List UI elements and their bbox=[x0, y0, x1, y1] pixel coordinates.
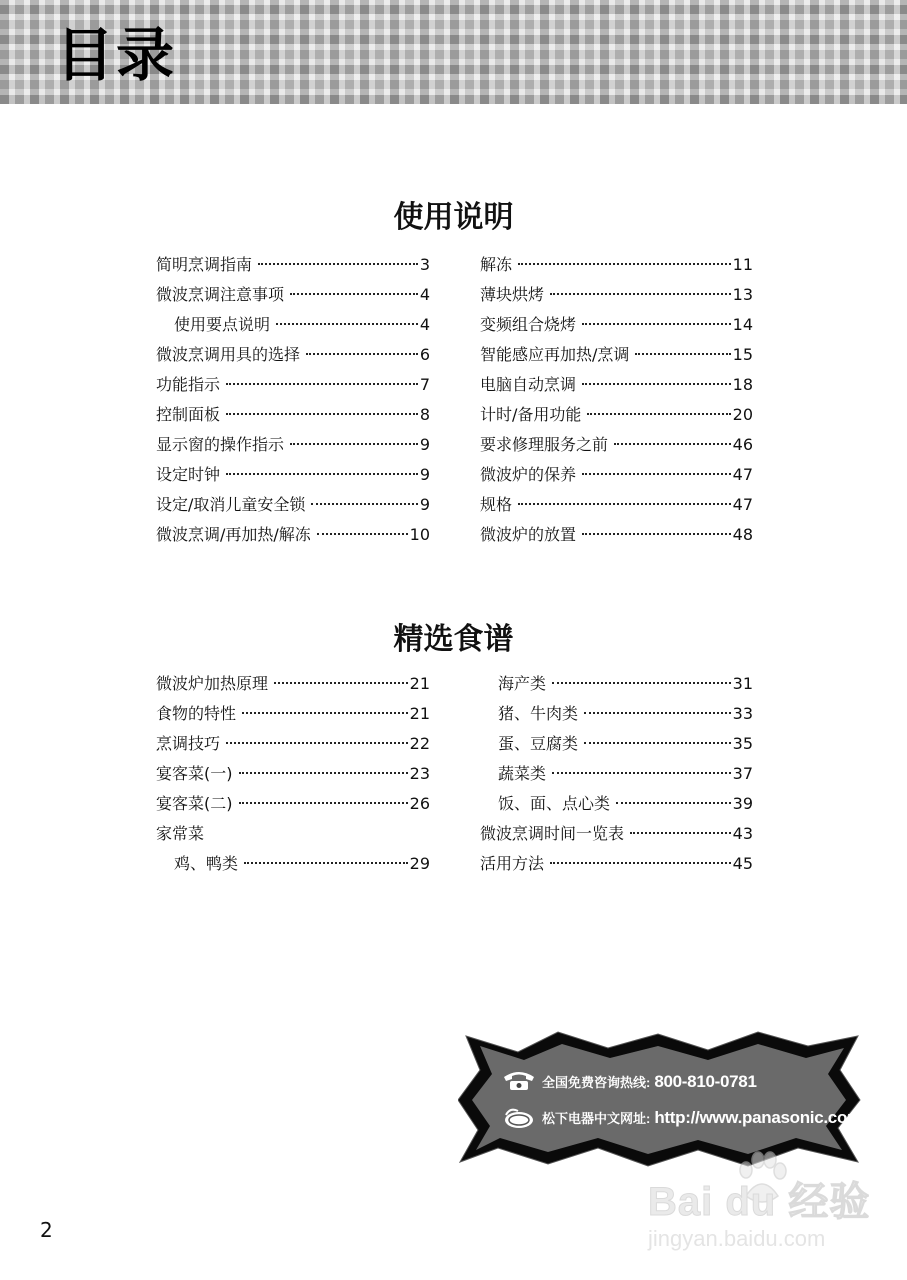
toc-entry-page: 23 bbox=[409, 764, 430, 783]
website-url[interactable]: http://www.panasonic.com.cn bbox=[654, 1108, 886, 1127]
dot-leader bbox=[226, 742, 408, 744]
toc-entry bbox=[156, 340, 430, 370]
toc-entry-title: 显示窗的操作指示 bbox=[156, 435, 285, 454]
toc-entry bbox=[156, 490, 430, 520]
section-title-usage: 使用说明 bbox=[393, 200, 514, 235]
starburst-shape bbox=[458, 1030, 862, 1168]
dot-leader bbox=[226, 383, 418, 385]
dot-leader bbox=[630, 832, 731, 834]
toc-entry-page: 29 bbox=[409, 854, 430, 873]
toc-entry-title: 微波炉的保养 bbox=[480, 465, 577, 484]
toc-entry bbox=[156, 699, 430, 729]
toc-entry-page: 45 bbox=[732, 854, 753, 873]
dot-leader bbox=[552, 772, 731, 774]
toc-entry bbox=[156, 430, 430, 460]
toc-entry-page: 7 bbox=[419, 375, 430, 394]
toc-entry-page: 47 bbox=[732, 465, 753, 484]
toc-entry-title: 蛋、豆腐类 bbox=[498, 734, 579, 753]
toc-entry-title: 宴客菜(二) bbox=[156, 794, 233, 813]
dot-leader bbox=[635, 353, 730, 355]
toc-entry bbox=[480, 849, 753, 879]
toc-entry bbox=[156, 789, 430, 819]
toc-entry-title: 智能感应再加热/烹调 bbox=[480, 345, 630, 364]
toc-entry bbox=[156, 669, 430, 699]
toc-entry bbox=[156, 280, 430, 310]
toc-entry-page: 48 bbox=[732, 525, 753, 544]
toc-entry-title: 要求修理服务之前 bbox=[480, 435, 609, 454]
contact-burst bbox=[458, 1030, 886, 1168]
toc-entry-title: 计时/备用功能 bbox=[480, 405, 582, 424]
toc-entry-title: 家常菜 bbox=[156, 824, 205, 843]
toc-entry-title: 食物的特性 bbox=[156, 704, 237, 723]
dot-leader bbox=[226, 473, 418, 475]
toc-entry bbox=[156, 849, 430, 879]
toc-entry-page: 18 bbox=[732, 375, 753, 394]
dot-leader bbox=[584, 742, 731, 744]
toc-entry bbox=[156, 250, 430, 280]
dot-leader bbox=[518, 503, 731, 505]
toc-entry bbox=[156, 729, 430, 759]
toc-entry-page: 47 bbox=[732, 495, 753, 514]
toc-entry-page: 10 bbox=[409, 525, 430, 544]
toc-entry bbox=[156, 520, 430, 550]
toc-entry-page: 4 bbox=[419, 285, 430, 304]
mouse-icon bbox=[502, 1105, 536, 1129]
toc-usage-left-column bbox=[156, 250, 430, 550]
toc-entry bbox=[480, 490, 753, 520]
toc-entry bbox=[480, 669, 753, 699]
toc-entry-title: 功能指示 bbox=[156, 375, 221, 394]
toc-entry-title: 宴客菜(一) bbox=[156, 764, 233, 783]
toc-entry-page: 21 bbox=[409, 704, 430, 723]
toc-entry-title: 设定/取消儿童安全锁 bbox=[156, 495, 306, 514]
toc-entry-title: 蔬菜类 bbox=[498, 764, 547, 783]
toc-entry-title: 规格 bbox=[480, 495, 513, 514]
dot-leader bbox=[614, 443, 731, 445]
toc-entry bbox=[156, 460, 430, 490]
telephone-icon bbox=[502, 1069, 536, 1091]
toc-entry-page: 8 bbox=[419, 405, 430, 424]
toc-entry-page: 31 bbox=[732, 674, 753, 693]
toc-entry-page: 22 bbox=[409, 734, 430, 753]
toc-entry-page: 3 bbox=[419, 255, 430, 274]
toc-entry-title: 电脑自动烹调 bbox=[480, 375, 577, 394]
toc-entry-title: 微波炉加热原理 bbox=[156, 674, 269, 693]
toc-entry-title: 海产类 bbox=[498, 674, 547, 693]
toc-entry bbox=[480, 759, 753, 789]
toc-entry bbox=[480, 400, 753, 430]
toc-entry-page: 11 bbox=[732, 255, 753, 274]
toc-entry bbox=[480, 250, 753, 280]
toc-entry-title: 微波烹调/再加热/解冻 bbox=[156, 525, 311, 544]
dot-leader bbox=[616, 802, 731, 804]
toc-entry-title: 烹调技巧 bbox=[156, 734, 221, 753]
dot-leader bbox=[584, 712, 731, 714]
toc-entry-page: 21 bbox=[409, 674, 430, 693]
dot-leader bbox=[582, 473, 731, 475]
toc-entry-page: 35 bbox=[732, 734, 753, 753]
dot-leader bbox=[239, 772, 408, 774]
toc-entry-page: 13 bbox=[732, 285, 753, 304]
toc-entry-page: 26 bbox=[409, 794, 430, 813]
toc-entry-title: 设定时钟 bbox=[156, 465, 221, 484]
toc-entry-page: 14 bbox=[732, 315, 753, 334]
toc-entry bbox=[480, 460, 753, 490]
toc-entry bbox=[480, 729, 753, 759]
toc-entry-title: 使用要点说明 bbox=[174, 315, 271, 334]
toc-entry bbox=[480, 699, 753, 729]
dot-leader bbox=[582, 533, 731, 535]
dot-leader bbox=[550, 293, 731, 295]
dot-leader bbox=[317, 533, 408, 535]
toc-entry-title: 薄块烘烤 bbox=[480, 285, 545, 304]
dot-leader bbox=[306, 353, 418, 355]
toc-entry-title: 猪、牛肉类 bbox=[498, 704, 579, 723]
toc-entry bbox=[480, 340, 753, 370]
hotline-number: 800-810-0781 bbox=[654, 1072, 757, 1091]
toc-entry-page: 15 bbox=[732, 345, 753, 364]
toc-entry bbox=[156, 400, 430, 430]
toc-entry bbox=[480, 370, 753, 400]
dot-leader bbox=[290, 443, 418, 445]
toc-entry-page: 39 bbox=[732, 794, 753, 813]
toc-entry-title: 变频组合烧烤 bbox=[480, 315, 577, 334]
dot-leader bbox=[311, 503, 417, 505]
watermark-brand: Bai du 经验 bbox=[648, 1180, 871, 1224]
dot-leader bbox=[226, 413, 418, 415]
toc-entry bbox=[156, 370, 430, 400]
toc-entry-title: 微波炉的放置 bbox=[480, 525, 577, 544]
toc-entry-page: 33 bbox=[732, 704, 753, 723]
toc-entry bbox=[156, 310, 430, 340]
toc-entry bbox=[156, 759, 430, 789]
toc-entry-page: 46 bbox=[732, 435, 753, 454]
toc-entry-title: 微波烹调时间一览表 bbox=[480, 824, 625, 843]
toc-entry-page: 9 bbox=[419, 495, 430, 514]
watermark-url: jingyan.baidu.com bbox=[648, 1226, 826, 1251]
toc-entry-title: 微波烹调用具的选择 bbox=[156, 345, 301, 364]
dot-leader bbox=[550, 862, 731, 864]
dot-leader bbox=[518, 263, 731, 265]
toc-entry-title: 鸡、鸭类 bbox=[174, 854, 239, 873]
dot-leader bbox=[582, 383, 731, 385]
hotline-label: 全国免费咨询热线: bbox=[542, 1075, 651, 1090]
toc-entry-title: 简明烹调指南 bbox=[156, 255, 253, 274]
hotline-line bbox=[502, 1069, 757, 1095]
website-line bbox=[502, 1105, 886, 1131]
dot-leader bbox=[239, 802, 408, 804]
baidu-watermark bbox=[640, 1150, 880, 1260]
website-label: 松下电器中文网址: bbox=[542, 1111, 651, 1126]
toc-entry bbox=[480, 430, 753, 460]
toc-entry-page: 9 bbox=[419, 435, 430, 454]
toc-entry-page: 4 bbox=[419, 315, 430, 334]
toc-entry-title: 解冻 bbox=[480, 255, 513, 274]
dot-leader bbox=[274, 682, 408, 684]
toc-entry bbox=[156, 819, 430, 849]
header-banner bbox=[0, 0, 907, 104]
dot-leader bbox=[582, 323, 731, 325]
toc-entry bbox=[480, 310, 753, 340]
toc-entry bbox=[480, 280, 753, 310]
toc-recipes-left-column bbox=[156, 669, 430, 879]
toc-entry-title: 控制面板 bbox=[156, 405, 221, 424]
toc-entry-page: 20 bbox=[732, 405, 753, 424]
toc-recipes-right-column bbox=[480, 669, 753, 879]
toc-entry bbox=[480, 789, 753, 819]
dot-leader bbox=[587, 413, 730, 415]
dot-leader bbox=[552, 682, 731, 684]
dot-leader bbox=[258, 263, 418, 265]
dot-leader bbox=[242, 712, 408, 714]
toc-entry-page: 43 bbox=[732, 824, 753, 843]
toc-usage-right-column bbox=[480, 250, 753, 550]
toc-entry-page: 6 bbox=[419, 345, 430, 364]
toc-entry-page: 37 bbox=[732, 764, 753, 783]
page-number: 2 bbox=[40, 1218, 53, 1242]
toc-entry-page: 9 bbox=[419, 465, 430, 484]
dot-leader bbox=[276, 323, 418, 325]
toc-entry-title: 饭、面、点心类 bbox=[498, 794, 611, 813]
toc-entry-title: 活用方法 bbox=[480, 854, 545, 873]
dot-leader bbox=[244, 862, 408, 864]
section-title-recipes: 精选食谱 bbox=[393, 622, 514, 657]
toc-entry-title: 微波烹调注意事项 bbox=[156, 285, 285, 304]
toc-entry bbox=[480, 819, 753, 849]
dot-leader bbox=[290, 293, 418, 295]
page-title: 目录 bbox=[56, 21, 177, 89]
toc-entry bbox=[480, 520, 753, 550]
